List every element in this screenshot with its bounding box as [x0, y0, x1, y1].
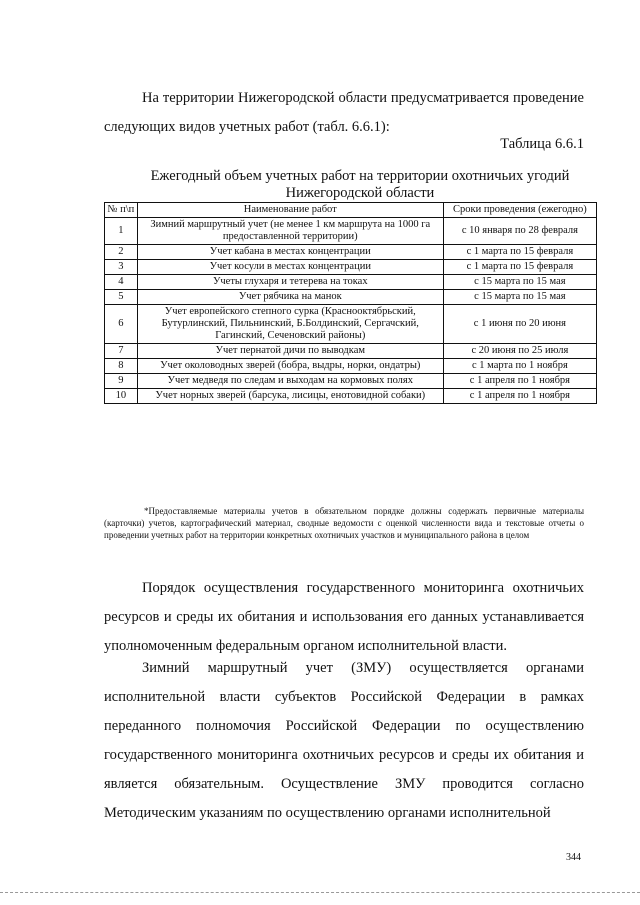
bottom-scan-line [0, 892, 640, 893]
table-row [105, 245, 597, 260]
table-header-row [105, 203, 597, 218]
row-term: с 1 апреля по 1 ноября [443, 374, 596, 389]
row-term: с 1 марта по 1 ноября [443, 359, 596, 374]
row-num: 7 [105, 344, 138, 359]
row-term: с 10 января по 28 февраля [443, 218, 596, 245]
row-name: Учеты глухаря и тетерева на токах [137, 275, 443, 290]
header-num: № п\п [105, 203, 138, 218]
row-name: Учет пернатой дичи по выводкам [137, 344, 443, 359]
table-title: Ежегодный объем учетных работ на территории охотничьих угодий Нижегородской области [150, 168, 570, 201]
header-term: Сроки проведения (ежегодно) [443, 203, 596, 218]
row-term: с 20 июня по 25 июля [443, 344, 596, 359]
row-num: 8 [105, 359, 138, 374]
row-name: Учет европейского степного сурка (Краснооктябрьский, Бутурлинский, Пильнинский, Б.Болдинский, Сергачский, Гагинский, Сеченовский районы) [137, 305, 443, 344]
intro-paragraph: На территории Нижегородской области предусматривается проведение следующих видов учетных работ (табл. 6.6.1): [104, 90, 584, 135]
row-name: Зимний маршрутный учет (не менее 1 км маршрута на 1000 га предоставленной территории) [137, 218, 443, 245]
table-row [105, 305, 597, 344]
row-term: с 1 марта по 15 февраля [443, 260, 596, 275]
row-term: с 15 марта по 15 мая [443, 275, 596, 290]
row-num: 1 [105, 218, 138, 245]
table-row [105, 374, 597, 389]
table-row [105, 290, 597, 305]
row-name: Учет медведя по следам и выходам на кормовых полях [137, 374, 443, 389]
row-num: 4 [105, 275, 138, 290]
zmu-paragraph: Зимний маршрутный учет (ЗМУ) осуществляется органами исполнительной власти субъектов Российской Федерации в рамках переданного полномочия Российской Федерации по осуществлению государственного мониторинга охотничьих ресурсов и среды их обитания и является обязательным. Осуществление ЗМУ проводится согласно Методическим указаниям по осуществлению органами исполнительной [104, 660, 584, 821]
row-term: с 1 июня по 20 июня [443, 305, 596, 344]
row-name: Учет рябчика на манок [137, 290, 443, 305]
table-row [105, 389, 597, 404]
row-num: 2 [105, 245, 138, 260]
table-row [105, 218, 597, 245]
row-name: Учет косули в местах концентрации [137, 260, 443, 275]
monitoring-paragraph: Порядок осуществления государственного мониторинга охотничьих ресурсов и среды их обитания и использования его данных устанавливается уполномоченным федеральным органом исполнительной власти. [104, 580, 584, 654]
row-term: с 15 марта по 15 мая [443, 290, 596, 305]
table-row [105, 359, 597, 374]
row-name: Учет околоводных зверей (бобра, выдры, норки, ондатры) [137, 359, 443, 374]
row-num: 3 [105, 260, 138, 275]
header-name: Наименование работ [137, 203, 443, 218]
survey-table [104, 202, 597, 404]
row-name: Учет норных зверей (барсука, лисицы, енотовидной собаки) [137, 389, 443, 404]
row-name: Учет кабана в местах концентрации [137, 245, 443, 260]
table-row [105, 275, 597, 290]
table-footnote: *Предоставляемые материалы учетов в обязательном порядке должны содержать первичные материалы (карточки) учетов, картографический материал, сводные ведомости с оценкой численности вида и текстовые отчеты о проведении учетных работ на территории конкретных охотничьих участков и муниципального района в целом [104, 506, 584, 540]
table-row [105, 260, 597, 275]
page-number: 344 [566, 852, 581, 863]
row-term: с 1 марта по 15 февраля [443, 245, 596, 260]
row-num: 9 [105, 374, 138, 389]
row-num: 10 [105, 389, 138, 404]
row-term: с 1 апреля по 1 ноября [443, 389, 596, 404]
table-row [105, 344, 597, 359]
row-num: 5 [105, 290, 138, 305]
row-num: 6 [105, 305, 138, 344]
table-number: Таблица 6.6.1 [500, 136, 584, 152]
